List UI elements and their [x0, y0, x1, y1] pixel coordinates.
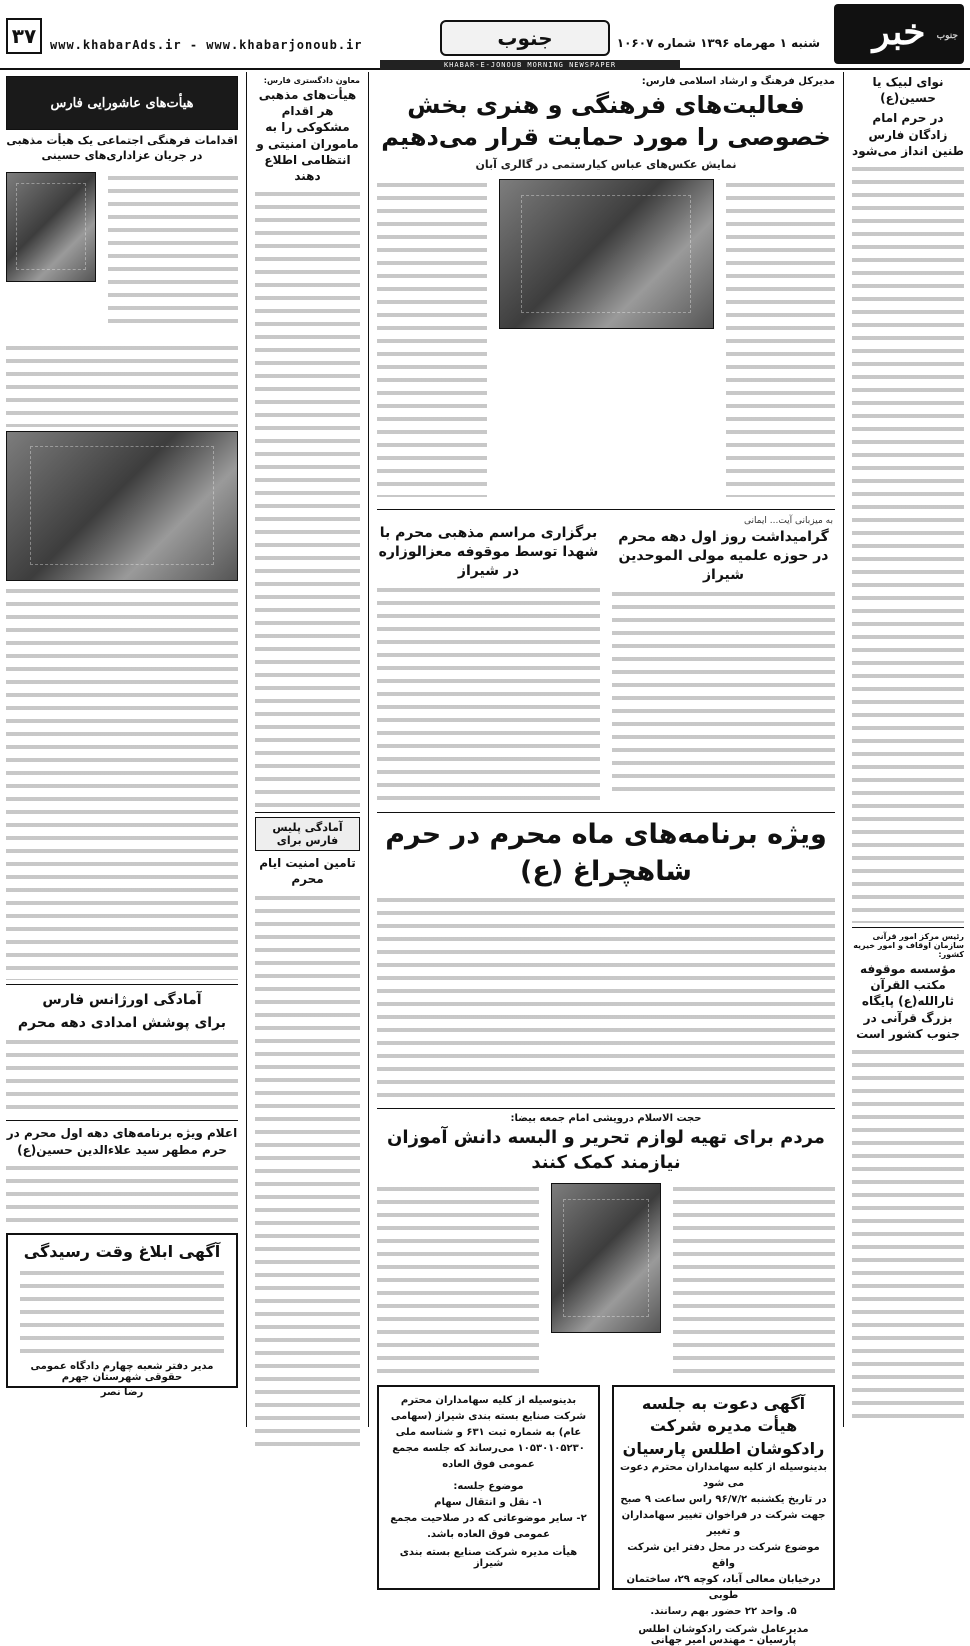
ad2-agenda: موضوع جلسه: — [453, 1480, 524, 1492]
left-story2-kicker: آمادگی اورژانس فارس — [42, 991, 202, 1008]
story3-body — [673, 1183, 835, 1373]
mid2-headline: برگزاری مراسم مذهبی محرم با شهدا توسط موقوفه معزالوزاره در شیراز — [378, 524, 599, 579]
divider — [6, 1120, 238, 1121]
mid-body — [255, 188, 360, 808]
ad-court-notice — [6, 1233, 238, 1399]
ad3-name: رضا نصر — [100, 1387, 144, 1399]
heyat-banner: هیأت‌های عاشورایی فارس — [6, 76, 238, 130]
column-rule — [246, 72, 247, 1427]
right-box-kicker: رئیس مرکز امور قرآنی سازمان اوقاف و امور خیریه کشور: — [853, 931, 964, 959]
newspaper-logo — [834, 4, 964, 64]
ad1-line: درخیابان معالی آباد، کوچه ۲۹، ساختمان طوبی — [626, 1574, 821, 1602]
ad1-line: جهت شرکت در فراخوان تغییر سهامداران و تغییر — [621, 1510, 826, 1538]
page-number: ۳۷ — [6, 18, 42, 54]
divider — [377, 812, 835, 813]
divider — [852, 927, 964, 928]
lead-kicker: مدیرکل فرهنگ و ارشاد اسلامی فارس: — [641, 76, 835, 87]
story3-headline: مردم برای تهیه لوازم تحریر و البسه دانش آموزان نیازمند کمک کنند — [387, 1127, 825, 1173]
left-story2-headline: برای پوشش امدادی دهه محرم — [17, 1014, 227, 1031]
imam-photo — [551, 1183, 661, 1333]
left-story2-body — [6, 1036, 238, 1116]
left-story1-body — [108, 172, 238, 332]
ad2-signature: هیأت مدیره شرکت صنایع بسته بندی شیراز — [399, 1546, 578, 1569]
story3-body-left — [377, 1183, 539, 1373]
ad2-item: ۱- نقل و انتقال سهام — [434, 1496, 543, 1508]
wide-body — [377, 894, 835, 1104]
lead-body-right — [726, 179, 836, 497]
mourning-photo — [6, 431, 238, 581]
column-rule — [843, 72, 844, 1427]
lead-subhead: نمایش عکس‌های عباس کیارستمی در گالری آبان — [475, 157, 737, 171]
masthead — [0, 0, 970, 70]
divider — [255, 812, 360, 813]
mid1-headline: گرامیداشت روز اول دهه محرم در حوزه علمیه مولی الموحدین شیراز — [618, 528, 829, 583]
mid-kicker: معاون دادگستری فارس: — [263, 76, 360, 85]
mid-headline: هیأت‌های مذهبی هر اقدام مشکوکی را به ماموران امنیتی و انتظامی اطلاع دهند — [256, 88, 359, 183]
wide-headline: ویژه برنامه‌های ماه محرم در حرم شاهچراغ (ع) — [385, 819, 827, 887]
right-box-title: مؤسسه موقوفه مکتب القرآن ثارالله(ع) پایگاه بزرگ قرآنی در جنوب کشور است — [856, 961, 960, 1041]
lead-body-left — [377, 179, 487, 497]
story3-kicker: حجت الاسلام درویشی امام جمعه بیضا: — [510, 1113, 702, 1125]
ad1-signature: مدیرعامل شرکت رادکوشان اطلس پارسیان - مهندس امیر جهانی — [638, 1624, 809, 1646]
ad-packaging — [377, 1385, 600, 1590]
police-body — [255, 892, 360, 1452]
police-headline: تامین امنیت ایام محرم — [259, 856, 356, 887]
author-photo — [6, 172, 96, 282]
left-story1-body-2 — [6, 342, 238, 427]
logo-text: خبر — [872, 11, 926, 53]
ad1-line: بدینوسیله از کلیه سهامداران محترم دعوت می شود — [620, 1462, 827, 1490]
mid2-body — [377, 584, 600, 804]
divider — [377, 1108, 835, 1109]
ad-radkooshan — [612, 1385, 835, 1646]
divider — [6, 984, 238, 985]
ad3-body — [20, 1267, 224, 1357]
left-story3-headline: اعلام ویژه برنامه‌های دهه اول محرم در حرم مطهر سید علاءالدین حسین(ع) — [6, 1126, 238, 1157]
divider — [377, 509, 835, 510]
issue-date: شنبه ۱ مهرماه ۱۳۹۶ شماره ۱۰۶۰۷ — [616, 36, 820, 50]
ad2-title: بدینوسیله از کلیه سهامداران محترم شرکت صنایع بسته بندی شیراز (سهامی عام) به شماره ثبت ۶۳۱ و شناسه ملی ۱۰۵۳۰۱۰۵۲۳۰ می‌رساند که جلسه مجمع عمومی فوق العاده — [390, 1394, 587, 1470]
lead-headline: فعالیت‌های فرهنگی و هنری بخش خصوصی را مورد حمایت قرار می‌دهیم — [381, 91, 831, 152]
left-column — [0, 72, 244, 1427]
ad2-item: ۲- سایر موضوعاتی که در صلاحیت مجمع عمومی فوق العاده باشد. — [390, 1512, 587, 1540]
right-column — [846, 72, 970, 1427]
right-story-kicker: نوای لبیک یا حسین(ع) — [872, 75, 944, 106]
center-column — [371, 72, 841, 1646]
mid1-byline: به میزبانی آیت... ایمانی — [743, 515, 833, 526]
site-urls[interactable]: www.khabarAds.ir - www.khabarjonoub.ir — [50, 38, 363, 52]
gallery-photo — [499, 179, 714, 329]
middle-column — [249, 72, 366, 1427]
tagline: KHABAR-E-JONOUB MORNING NEWSPAPER — [380, 60, 680, 70]
left-story1-headline: اقدامات فرهنگی اجتماعی یک هیأت مذهبی در جریان عزاداری‌های حسینی — [6, 134, 238, 162]
left-story1-body-3 — [6, 585, 238, 980]
police-kicker: آمادگی پلیس فارس برای — [255, 817, 360, 851]
right-story-title: در حرم امام زادگان فارس طنین انداز می‌شود — [852, 111, 964, 158]
ad3-title: آگهی ابلاغ وقت رسیدگی — [23, 1241, 221, 1261]
ad1-line: در تاریخ یکشنبه ۹۶/۷/۲ راس ساعت ۹ صبح — [620, 1494, 827, 1506]
right-box-body — [852, 1046, 964, 1426]
ad1-title: آگهی دعوت به جلسه هیأت مدیره شرکت رادکوشان اطلس پارسیان — [622, 1393, 825, 1458]
ad3-signature: مدیر دفتر شعبه چهارم دادگاه عمومی حقوقی شهرستان جهرم — [30, 1361, 214, 1384]
ad1-line: موضوع شرکت در محل دفتر این شرکت واقع — [627, 1542, 820, 1570]
logo-sub: جنوب — [936, 31, 958, 41]
column-rule — [368, 72, 369, 1427]
mid1-body — [612, 588, 835, 798]
right-story-body — [852, 163, 964, 923]
ad1-line: ۵. واحد ۲۲ حضور بهم رسانند. — [650, 1606, 797, 1618]
left-story3-body — [6, 1162, 238, 1227]
section-label: جنوب — [440, 20, 610, 56]
